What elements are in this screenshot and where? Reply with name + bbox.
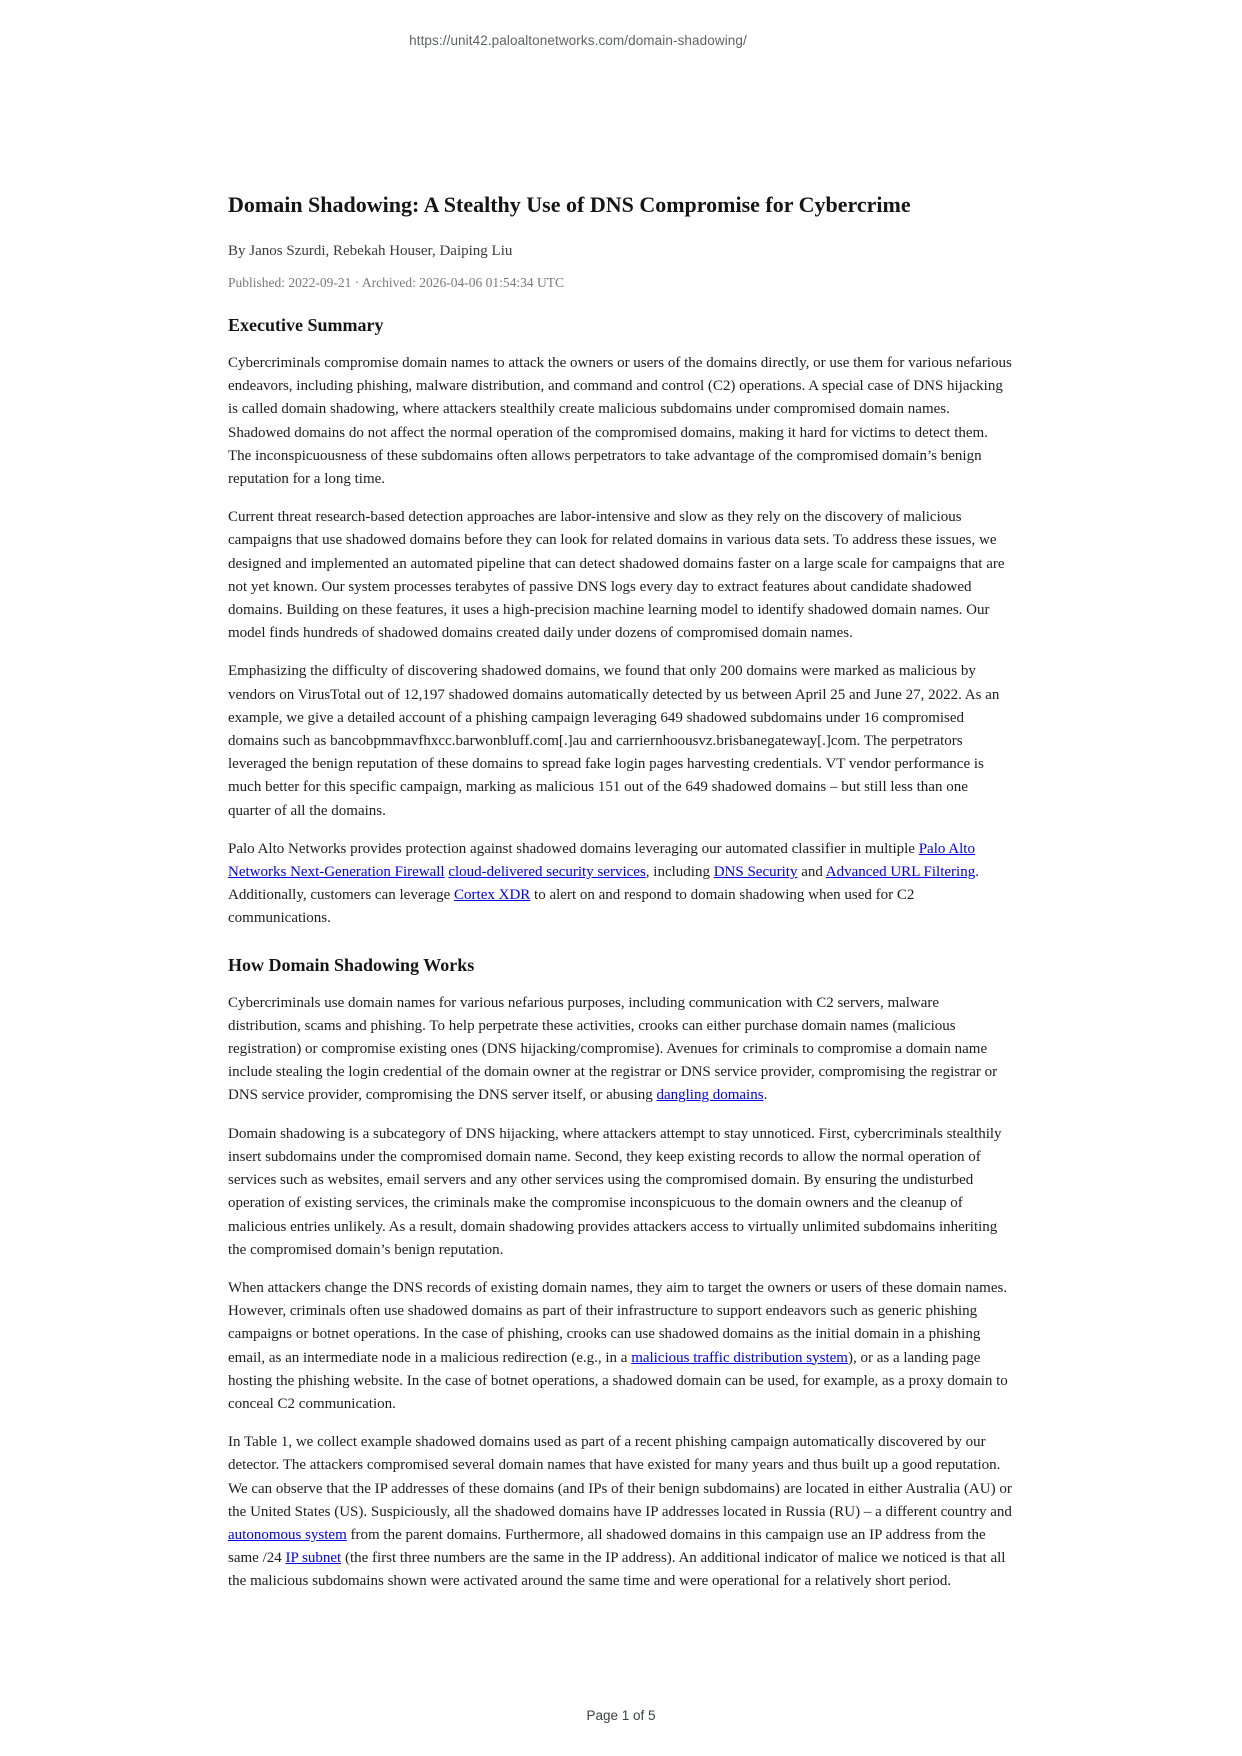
inline-link[interactable]: Cortex XDR	[454, 887, 531, 904]
article-paragraph: When attackers change the DNS records of existing domain names, they aim to target the owners or users of these domain names. However, criminals often use shadowed domains as part of their infrastructure to support endeavors such as generic phishing campaigns or botnet operations. In the case of phishing, crooks can use shadowed domains as the initial domain in a phishing email, as an intermediate node in a malicious redirection (e.g., in a malicious traffic distribution system), or as a landing page hosting the phishing website. In the case of botnet operations, a shadowed domain can be used, for example, as a proxy domain to conceal C2 communication.	[228, 1279, 1008, 1412]
article-byline: By Janos Szurdi, Rebekah Houser, Daiping Liu	[228, 243, 513, 259]
page-url: https://unit42.paloaltonetworks.com/domain-shadowing/	[409, 33, 747, 48]
article	[228, 0, 1014, 1609]
inline-link[interactable]: Palo Alto Networks Next-Generation Firewall	[228, 840, 975, 881]
inline-link[interactable]: dangling domains	[656, 1087, 764, 1104]
article-paragraph: Emphasizing the difficulty of discovering shadowed domains, we found that only 200 domains were marked as malicious by vendors on VirusTotal out of 12,197 shadowed domains automatically detected by us between April 25 and June 27, 2022. As an example, we give a detailed account of a phishing campaign leveraging 649 shadowed subdomains under 16 compromised domains such as bancobpmmavfhxcc.barwonbluff.com[.]au and carriernhoousvz.brisbanegateway[.]com. The perpetrators leveraged the benign reputation of these domains to spread fake login pages harvesting credentials. VT vendor performance is much better for this specific campaign, marking as malicious 151 out of the 649 shadowed domains – but still less than one quarter of all the domains.	[228, 663, 1000, 819]
inline-link[interactable]: Advanced URL Filtering	[825, 864, 976, 881]
article-meta: Published: 2022-09-21 · Archived: 2026-04-06 01:54:34 UTC	[228, 275, 564, 290]
article-paragraph: Cybercriminals compromise domain names to attack the owners or users of the domains directly, or use them for various nefarious endeavors, including phishing, malware distribution, and command and control (C2) operations. A special case of DNS hijacking is called domain shadowing, where attackers stealthily create malicious subdomains under compromised domain names. Shadowed domains do not affect the normal operation of the compromised domains, making it hard for victims to detect them. The inconspicuousness of these subdomains often allows perpetrators to take advantage of the compromised domain’s benign reputation for a long time.	[228, 355, 1012, 488]
article-paragraph: Cybercriminals use domain names for various nefarious purposes, including communication with C2 servers, malware distribution, scams and phishing. To help perpetrate these activities, crooks can either purchase domain names (malicious registration) or compromise existing ones (DNS hijacking/compromise). Avenues for criminals to compromise a domain name include stealing the login credential of the domain owner at the registrar or DNS service provider, compromising the registrar or DNS service provider, compromising the DNS server itself, or abusing dangling domains.	[228, 994, 998, 1104]
article-title: Domain Shadowing: A Stealthy Use of DNS Compromise for Cybercrime	[228, 192, 911, 217]
inline-link[interactable]: IP subnet	[285, 1550, 342, 1567]
inline-link[interactable]: DNS Security	[713, 864, 798, 881]
inline-link[interactable]: malicious traffic distribution system	[631, 1349, 848, 1366]
article-paragraph: Palo Alto Networks provides protection against shadowed domains leveraging our automated classifier in multiple Palo Alto Networks Next-Generation Firewall cloud-delivered security services, including DNS Security and Advanced URL Filtering. Additionally, customers can leverage Cortex XDR to alert on and respond to domain shadowing when used for C2 communications.	[228, 840, 979, 927]
article-paragraph: In Table 1, we collect example shadowed domains used as part of a recent phishing campaign automatically discovered by our detector. The attackers compromised several domain names that have existed for many years and thus built up a good reputation. We can observe that the IP addresses of these domains (and IPs of their benign subdomains) are located in either Australia (AU) or the United States (US). Suspiciously, all the shadowed domains have IP addresses located in Russia (RU) – a different country and autonomous system from the parent domains. Furthermore, all shadowed domains in this campaign use an IP address from the same /24 IP subnet (the first three numbers are the same in the IP address). An additional indicator of malice we noticed is that all the malicious subdomains shown were activated around the same time and were operational for a relatively short period.	[228, 1434, 1012, 1590]
article-paragraph: Current threat research-based detection approaches are labor-intensive and slow as they rely on the discovery of malicious campaigns that use shadowed domains before they can look for related domains in various data sets. To address these issues, we designed and implemented an automated pipeline that can detect shadowed domains faster on a large scale for campaigns that are not yet known. Our system processes terabytes of passive DNS logs every day to extract features about candidate shadowed domains. Building on these features, it uses a high-precision machine learning model to identify shadowed domain names. Our model finds hundreds of shadowed domains created daily under dozens of compromised domain names.	[228, 509, 1005, 642]
section-heading-executive-summary: Executive Summary	[228, 315, 384, 335]
inline-link[interactable]: cloud-delivered security services	[448, 864, 646, 881]
page-footer: Page 1 of 5	[586, 1708, 656, 1723]
section-heading-how-domain-shadowing-works: How Domain Shadowing Works	[228, 954, 475, 975]
inline-link[interactable]: autonomous system	[228, 1526, 347, 1543]
article-paragraph: Domain shadowing is a subcategory of DNS hijacking, where attackers attempt to stay unnoticed. First, cybercriminals stealthily insert subdomains under the compromised domain name. Second, they keep existing records to allow the normal operation of services such as websites, email servers and any other services using the compromised domain. By ensuring the undisturbed operation of existing services, the criminals make the compromise inconspicuous to the domain owners and the cleanup of malicious entries unlikely. As a result, domain shadowing provides attackers access to virtually unlimited subdomains inheriting the compromised domain’s benign reputation.	[228, 1125, 1002, 1258]
